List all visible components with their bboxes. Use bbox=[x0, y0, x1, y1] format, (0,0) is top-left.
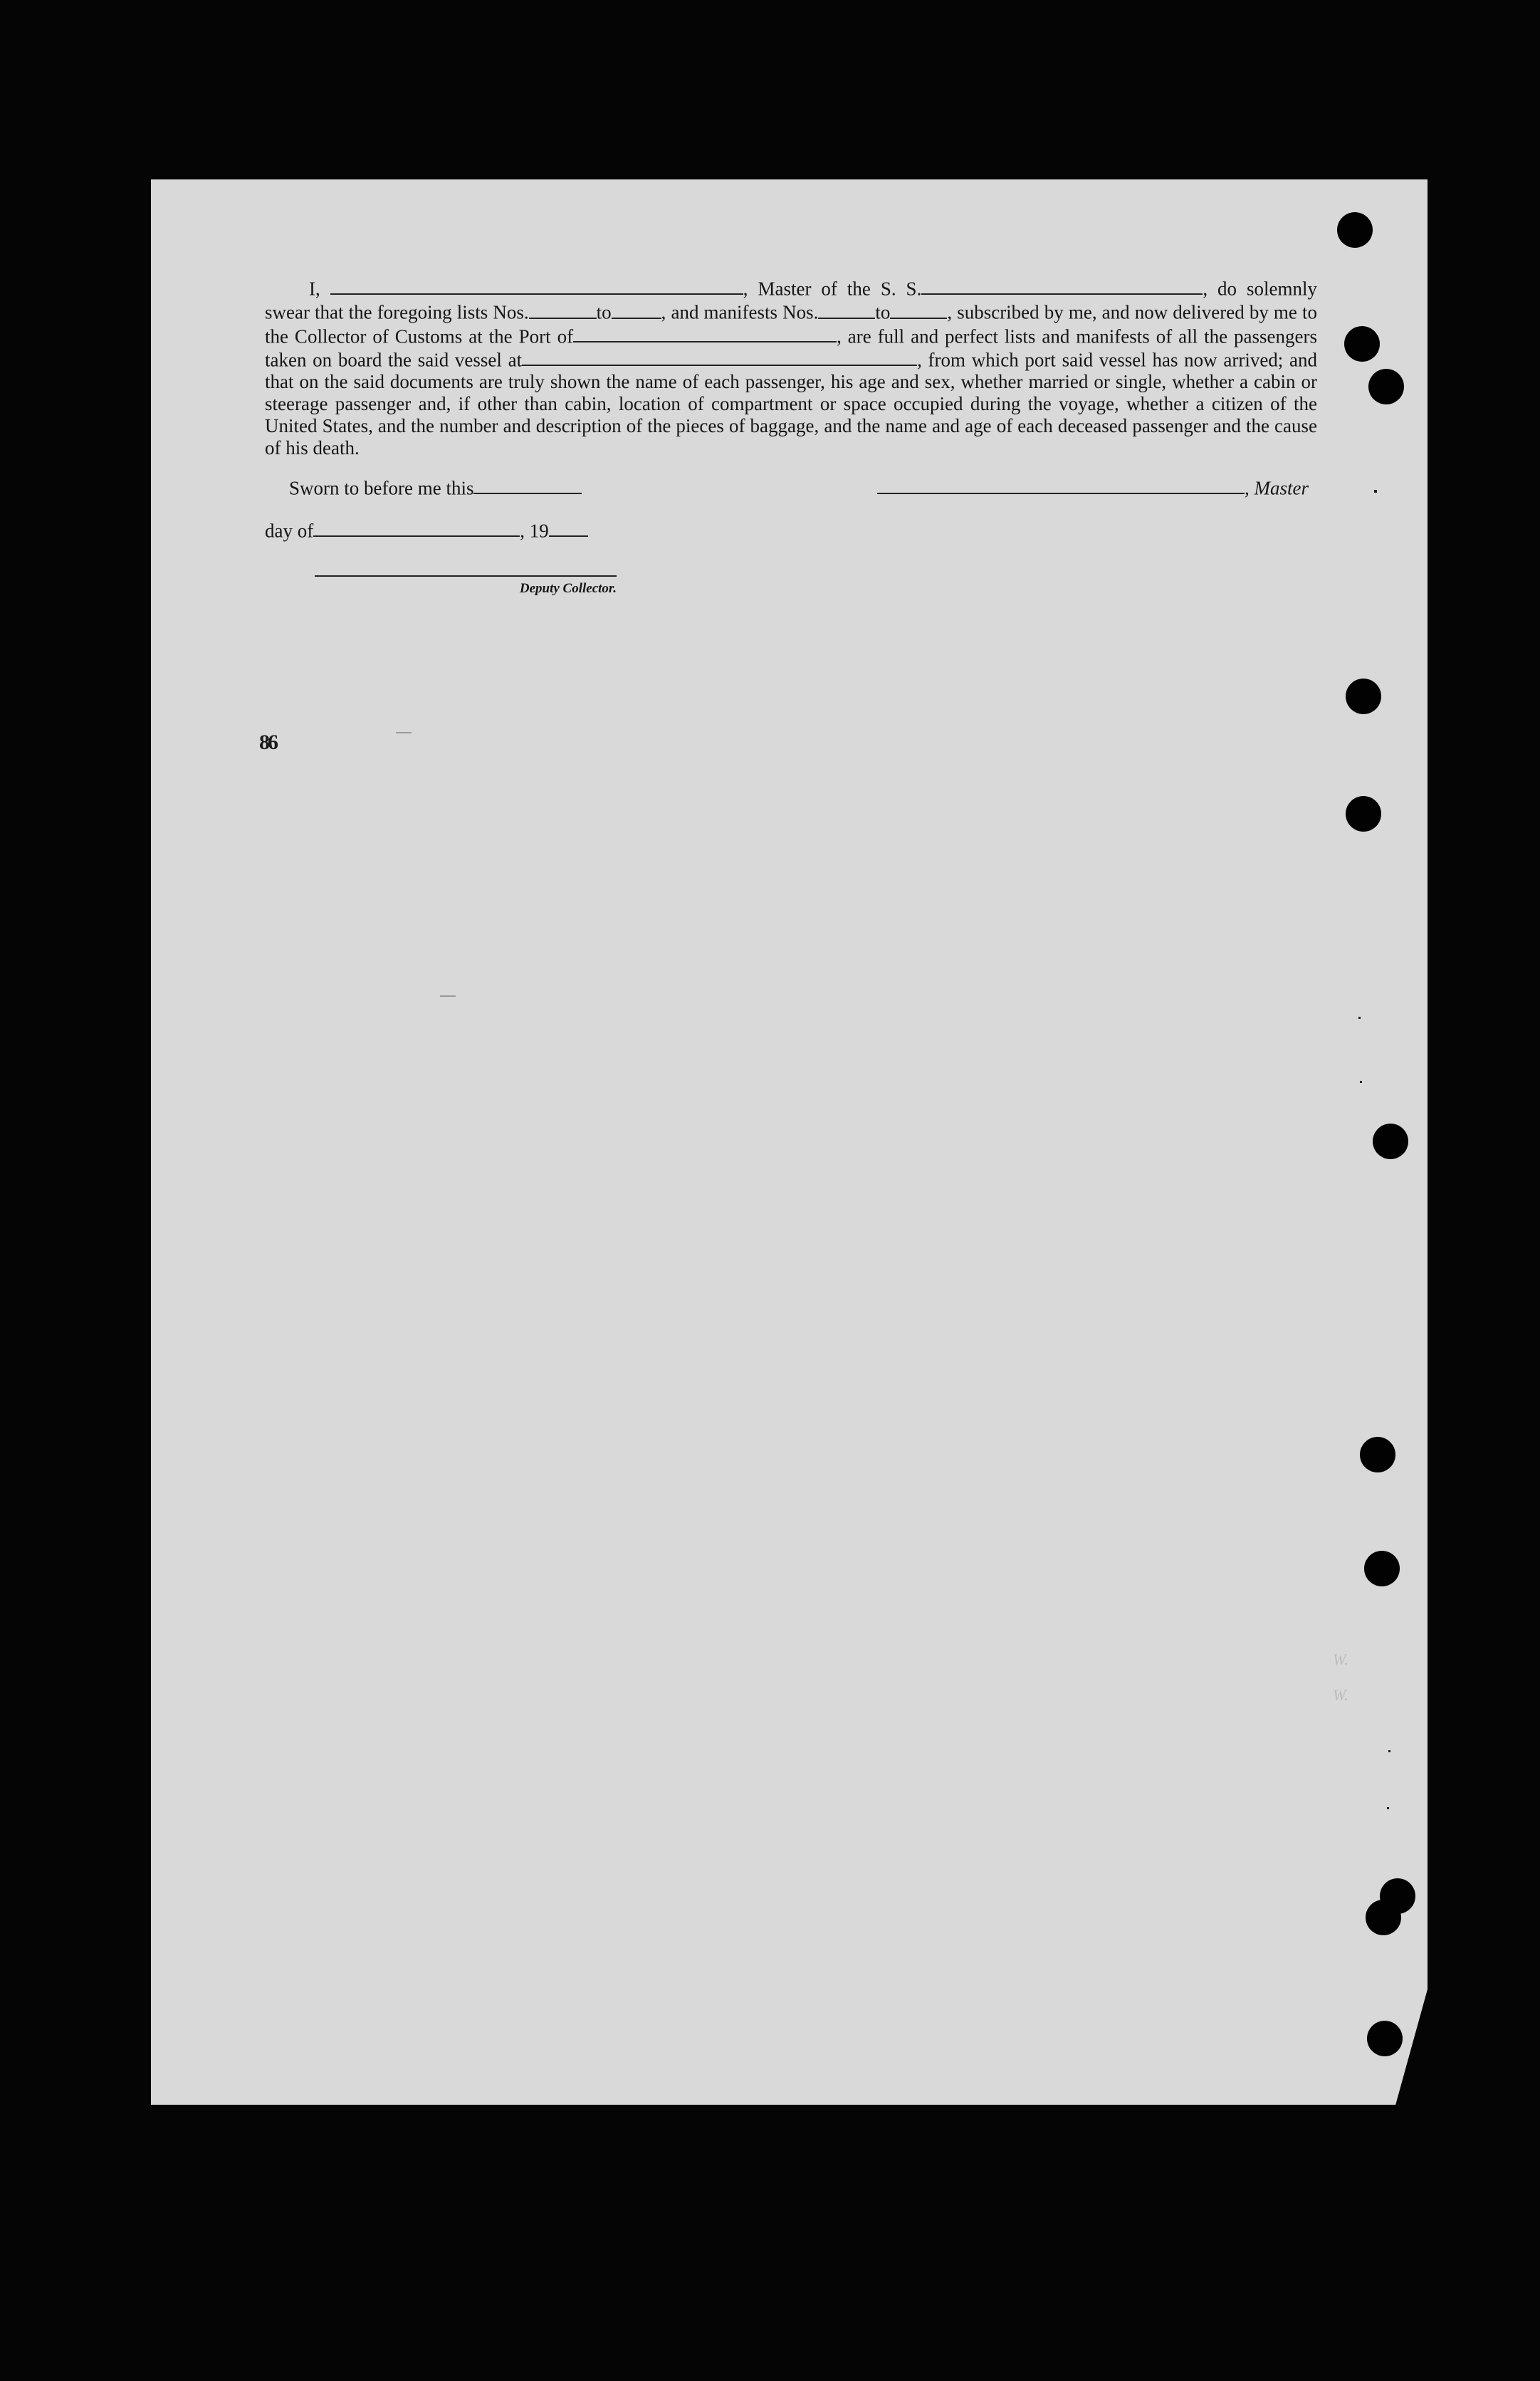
master-name-blank[interactable] bbox=[330, 276, 743, 295]
page-number-stamp: 86 bbox=[259, 731, 276, 754]
year-blank[interactable] bbox=[549, 518, 588, 537]
punch-hole-icon bbox=[1364, 1551, 1400, 1586]
oath-to-2: to bbox=[875, 301, 891, 323]
sworn-label: Sworn to before me this bbox=[289, 477, 474, 499]
scan-speck bbox=[1387, 1807, 1389, 1809]
scan-speck bbox=[1374, 490, 1377, 493]
deputy-collector-signature[interactable] bbox=[315, 575, 617, 597]
oath-to-1: to bbox=[596, 301, 612, 323]
punch-hole-icon bbox=[1337, 212, 1373, 248]
manifest-page bbox=[151, 179, 1428, 2105]
scan-speck bbox=[440, 995, 456, 997]
oath-manifests-nos: , and manifests Nos. bbox=[661, 301, 819, 323]
departure-port-blank[interactable] bbox=[522, 347, 917, 366]
punch-hole-icon bbox=[1360, 1437, 1395, 1472]
punch-hole-icon bbox=[1367, 2021, 1403, 2056]
deputy-collector-label: Deputy Collector. bbox=[519, 581, 617, 596]
master-label: , Master bbox=[1245, 477, 1309, 499]
date-row bbox=[265, 518, 588, 542]
port-of-arrival-blank[interactable] bbox=[573, 324, 837, 342]
lists-from-blank[interactable] bbox=[529, 300, 597, 318]
scan-speck bbox=[1360, 1081, 1362, 1083]
oath-body: , from which port said vessel has now arrived; and that on the said documents are truly shown the name of each passenger, his age and sex, whether married or single, whether a cabin or steerage passenger and, if other than cabin, location of compartment or space occupied during the voyage, whether a citizen of the United States, and the number and description of the pieces of baggage, and the name and age of each deceased passenger and the cause of his death. bbox=[265, 349, 1317, 459]
lists-to-blank[interactable] bbox=[612, 300, 661, 318]
oath-i: I, bbox=[309, 278, 320, 300]
month-blank[interactable] bbox=[313, 518, 520, 537]
sworn-day-blank[interactable] bbox=[473, 476, 582, 494]
punch-hole-icon bbox=[1368, 369, 1404, 404]
ship-name-blank[interactable] bbox=[921, 276, 1203, 295]
scan-speck bbox=[1388, 1750, 1390, 1752]
oath-text bbox=[265, 276, 1317, 459]
oath-lists-nos: , do solemnly swear that the foregoing lists Nos. bbox=[265, 278, 1318, 323]
margin-note-1: W. bbox=[1333, 1650, 1348, 1668]
punch-hole-icon bbox=[1346, 679, 1381, 714]
day-of-label: day of bbox=[265, 520, 314, 542]
punch-hole-icon bbox=[1366, 1900, 1401, 1935]
manifests-to-blank[interactable] bbox=[890, 300, 947, 318]
margin-note-2: W. bbox=[1333, 1686, 1348, 1704]
manifests-from-blank[interactable] bbox=[818, 300, 875, 318]
master-signature-blank[interactable] bbox=[877, 476, 1245, 494]
scan-speck bbox=[396, 732, 412, 733]
year-prefix-label: , 19 bbox=[520, 520, 549, 542]
scan-speck bbox=[1358, 1017, 1361, 1019]
oath-vessel-at: , are full and perfect lists and manifests of all the passengers taken on board the said vessel at bbox=[265, 325, 1317, 371]
punch-hole-icon bbox=[1344, 326, 1380, 362]
punch-hole-icon bbox=[1346, 796, 1381, 832]
punch-hole-icon bbox=[1373, 1124, 1408, 1159]
master-signature-row bbox=[877, 476, 1309, 499]
oath-master-of-ss: , Master of the S. S. bbox=[743, 278, 922, 300]
master-oath-paragraph bbox=[265, 276, 1317, 459]
sworn-row bbox=[289, 476, 582, 499]
oath-port-of: , subscribed by me, and now delivered by me to the Collector of Customs at the Port of bbox=[265, 301, 1317, 347]
